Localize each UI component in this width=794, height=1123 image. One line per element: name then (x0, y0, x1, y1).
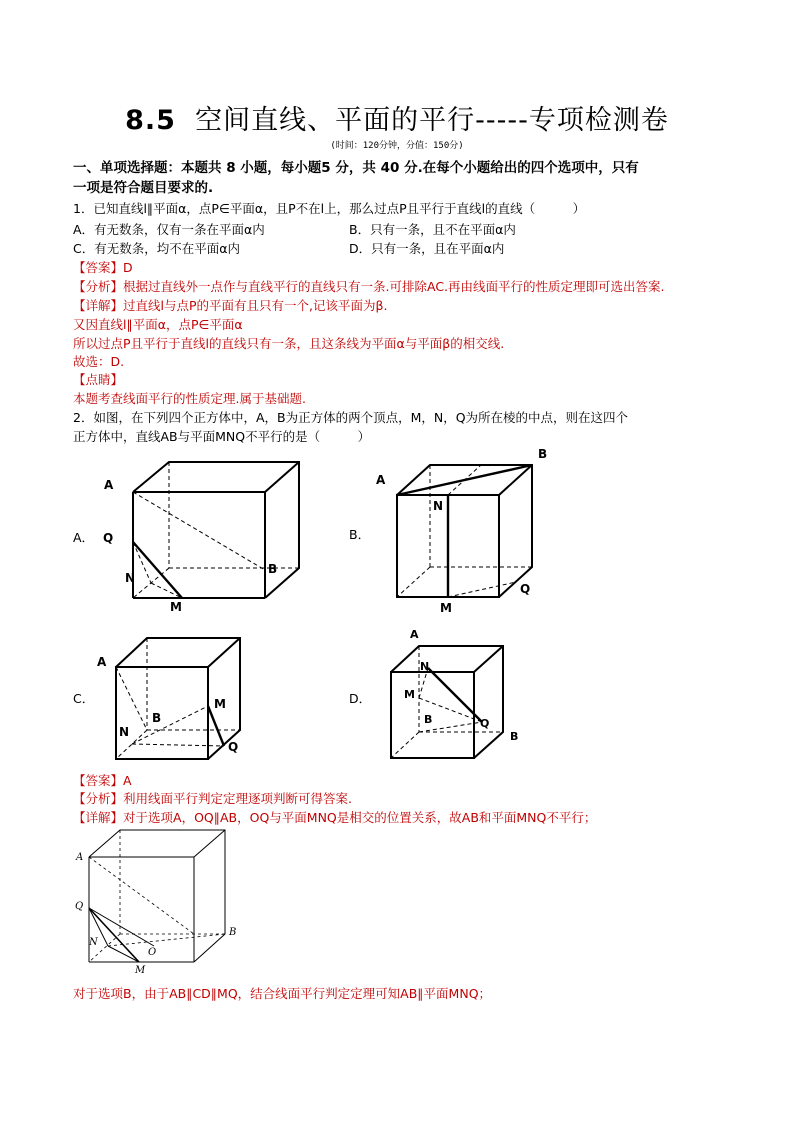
cube-figure-solution (86, 828, 236, 976)
fig-c-label-q: Q (228, 740, 239, 754)
sol-label-q: Q (75, 901, 84, 912)
q1-option-b: B．只有一条，且不在平面α内 (349, 222, 516, 237)
fig-c-label-n: N (119, 725, 130, 739)
fig-d-label-a: A (410, 628, 419, 641)
fig-b-label-n: N (433, 499, 444, 513)
fig-d-label-n: N (420, 660, 430, 673)
sol-label-b: B (229, 927, 237, 938)
cube-figure-a (100, 460, 300, 620)
q2-detail-2: 对于选项B，由于AB∥CD∥MQ，结合线面平行判定定理可知AB∥平面MNQ； (73, 986, 492, 1001)
q2-analysis: 【分析】利用线面平行判定定理逐项判断可得答案. (73, 791, 352, 806)
fig-c-label-m: M (214, 697, 226, 711)
fig-a-label-n: N (125, 571, 136, 585)
q1-detail-3: 所以过点P且平行于直线l的直线只有一条，且这条线为平面α与平面β的相交线. (73, 336, 505, 351)
q1-comment: 本题考查线面平行的性质定理.属于基础题. (73, 391, 306, 406)
q2-option-c-label: C． (73, 691, 95, 706)
fig-b-label-q: Q (520, 582, 531, 596)
q2-stem-2: 正方体中，直线AB与平面MNQ不平行的是（ ） (73, 429, 371, 444)
q1-detail-4: 故选：D. (73, 354, 125, 369)
fig-d-label-b: B (510, 730, 519, 743)
q1-option-d: D．只有一条，且在平面α内 (349, 241, 505, 256)
q2-option-a-label: A． (73, 530, 95, 545)
q1-detail-1: 【详解】过直线l与点P的平面有且只有一个,记该平面为β. (73, 298, 388, 313)
section-heading-line1: 一、单项选择题：本题共 8 小题，每小题5 分，共 40 分.在每个小题给出的四个选项中，只有 (73, 160, 639, 176)
page-subtitle: (时间：120分钟，分值：150分) (330, 141, 464, 151)
q2-option-b-label: B． (349, 527, 371, 542)
q1-detail-2: 又因直线l∥平面α，点P∈平面α (73, 317, 243, 332)
q2-detail-1: 【详解】对于选项A，OQ∥AB，OQ与平面MNQ是相交的位置关系，故AB和平面MNQ不平行； (73, 810, 597, 825)
q1-comment-tag: 【点睛】 (73, 372, 124, 387)
section-heading-line2: 一项是符合题目要求的. (73, 180, 214, 196)
fig-a-label-b: B (268, 562, 278, 576)
q2-stem-1: 2．如图，在下列四个正方体中，A，B为正方体的两个顶点，M，N，Q为所在棱的中点，则在这四个 (73, 410, 629, 425)
cube-figure-c (112, 634, 247, 764)
fig-d-label-m: M (404, 688, 415, 701)
fig-b-label-m: M (440, 601, 452, 615)
q1-analysis: 【分析】根据过直线外一点作与直线平行的直线只有一条.可排除AC.再由线面平行的性质定理即可选出答案. (73, 279, 665, 294)
sol-label-o: O (148, 947, 157, 958)
q2-option-d-label: D． (349, 691, 372, 706)
sol-label-n: N (89, 937, 98, 948)
sol-label-m: M (135, 965, 146, 976)
fig-a-label-a: A (104, 478, 114, 492)
q1-stem: 1．已知直线l∥平面α，点P∈平面α，且P不在l上，那么过点P且平行于直线l的直线（ ） (73, 201, 586, 216)
q1-option-a: A．有无数条，仅有一条在平面α内 (73, 222, 265, 237)
fig-c-label-b: B (152, 711, 162, 725)
q1-option-c: C．有无数条，均不在平面α内 (73, 241, 240, 256)
sol-label-a: A (76, 852, 84, 863)
cube-figure-d (388, 642, 513, 762)
fig-b-label-a: A (376, 473, 386, 487)
fig-a-label-m: M (170, 600, 182, 614)
fig-a-label-q: Q (103, 531, 114, 545)
fig-c-label-a: A (97, 655, 107, 669)
q2-answer: 【答案】A (73, 773, 132, 788)
page-title: 8.5 空间直线、平面的平行-----专项检测卷 (125, 105, 669, 136)
q1-answer: 【答案】D (73, 260, 133, 275)
fig-b-label-b: B (538, 447, 548, 461)
fig-d-label-q: Q (480, 717, 490, 730)
fig-d-label-b-inner: B (424, 713, 433, 726)
